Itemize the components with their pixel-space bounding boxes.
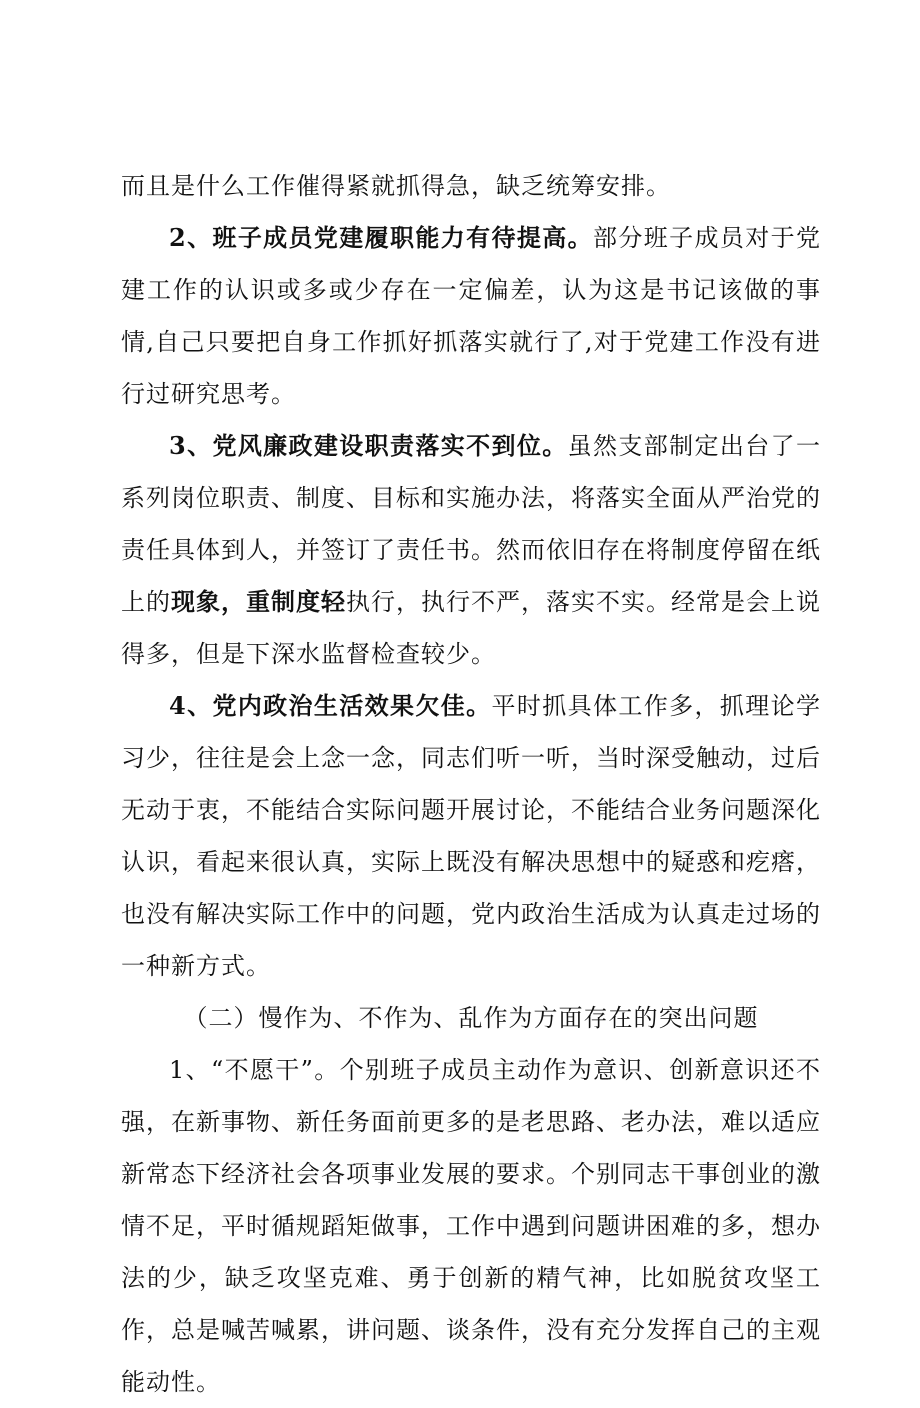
paragraph-item-1 xyxy=(121,1044,821,1408)
item-heading: 2、班子成员党建履职能力有待提高。 xyxy=(169,223,594,252)
paragraph-text: 平时抓具体工作多，抓理论学习少，往往是会上念一念，同志们听一听，当时深受触动，过后无动于衷，不能结合实际问题开展讨论，不能结合业务问题深化认识，看起来很认真，实际上既没有解决思想中的疑惑和疙瘩，也没有解决实际工作中的问题，党内政治生活成为认真走过场的一种新方式。 xyxy=(121,692,822,980)
item-heading: 4、党内政治生活效果欠佳。 xyxy=(169,691,492,720)
paragraph-text: 部分班子成员对于党建工作的认识或多或少存在一定偏差，认为这是书记该做的事情,自己只要把自身工作抓好抓落实就行了,对于党建工作没有进行过研究思考。 xyxy=(121,224,822,408)
paragraph-item-4 xyxy=(121,680,821,992)
paragraph-text: 虽然支部制定出台了一系列岗位职责、制度、目标和实施办法，将落实全面从严治党的责任具体到人，并签订了责任书。然而依旧存在将制度停留在纸上的 xyxy=(121,432,822,616)
paragraph-item-2 xyxy=(121,212,821,420)
paragraph-text: 执行，执行不严，落实不实。经常是会上说得多，但是下深水监督检查较少。 xyxy=(121,588,821,668)
paragraph-continuation xyxy=(121,160,821,212)
paragraph-text: 1、“不愿干”。个别班子成员主动作为意识、创新意识还不强，在新事物、新任务面前更多的是老思路、老办法，难以适应新常态下经济社会各项事业发展的要求。个别同志干事创业的激情不足，平时循规蹈矩做事，工作中遇到问题讲困难的多，想办法的少，缺乏攻坚克难、勇于创新的精气神，比如脱贫攻坚工作，总是喊苦喊累，讲问题、谈条件，没有充分发挥自己的主观能动性。 xyxy=(121,1056,821,1396)
section-heading: （二）慢作为、不作为、乱作为方面存在的突出问题 xyxy=(183,1004,759,1032)
emphasized-text: 现象，重制度轻 xyxy=(171,587,346,616)
paragraph-item-3 xyxy=(121,420,821,680)
item-heading: 3、党风廉政建设职责落实不到位。 xyxy=(169,431,568,460)
paragraph-text: 而且是什么工作催得紧就抓得急，缺乏统筹安排。 xyxy=(121,172,671,200)
document-body xyxy=(121,160,821,1408)
